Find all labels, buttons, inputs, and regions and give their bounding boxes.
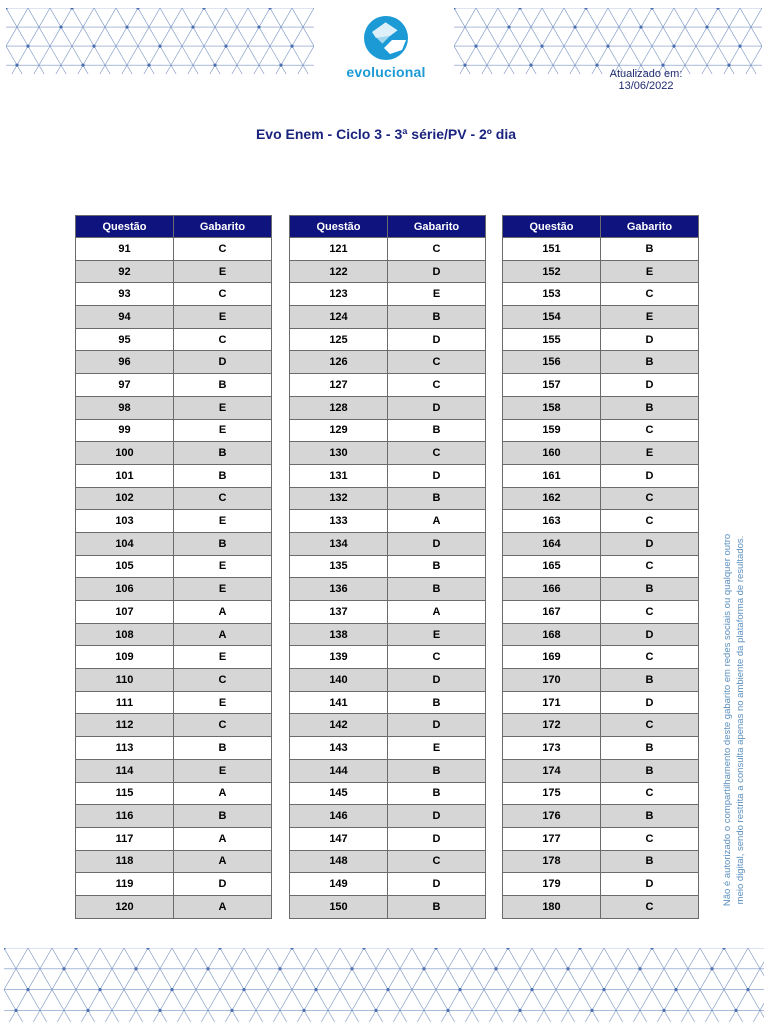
question-number: 119 xyxy=(76,873,174,896)
table-row xyxy=(76,419,272,442)
table-row xyxy=(290,805,486,828)
disclaimer-line-2: meio digital, sendo restrita a consulta apenas no ambiente da plataforma de resultados. xyxy=(735,535,746,905)
table-row xyxy=(503,351,699,374)
table-row xyxy=(503,805,699,828)
table-row xyxy=(76,464,272,487)
answer-key: C xyxy=(388,646,486,669)
brand-name: evolucional xyxy=(346,64,426,80)
table-row xyxy=(290,238,486,261)
answer-key: C xyxy=(601,283,699,306)
question-number: 136 xyxy=(290,578,388,601)
question-number: 159 xyxy=(503,419,601,442)
table-row xyxy=(503,532,699,555)
question-number: 150 xyxy=(290,895,388,918)
answer-key: B xyxy=(601,351,699,374)
question-number: 148 xyxy=(290,850,388,873)
answer-key: E xyxy=(388,623,486,646)
table-row xyxy=(76,646,272,669)
answer-key: C xyxy=(388,850,486,873)
answer-key: E xyxy=(174,691,272,714)
question-number: 173 xyxy=(503,737,601,760)
answer-key: C xyxy=(601,555,699,578)
answer-table-1 xyxy=(75,215,272,919)
table-row xyxy=(76,283,272,306)
table-row xyxy=(76,827,272,850)
question-number: 176 xyxy=(503,805,601,828)
question-number: 105 xyxy=(76,555,174,578)
table-row xyxy=(503,623,699,646)
answer-key: B xyxy=(174,374,272,397)
answer-key: C xyxy=(174,328,272,351)
answer-key: B xyxy=(601,737,699,760)
table-row xyxy=(290,464,486,487)
table-row xyxy=(290,532,486,555)
answer-key: C xyxy=(601,510,699,533)
table-row xyxy=(290,510,486,533)
answer-key: C xyxy=(174,714,272,737)
table-row xyxy=(76,850,272,873)
question-number: 97 xyxy=(76,374,174,397)
question-number: 116 xyxy=(76,805,174,828)
answer-key: C xyxy=(388,442,486,465)
answer-table-2 xyxy=(289,215,486,919)
answer-key: D xyxy=(388,827,486,850)
question-number: 149 xyxy=(290,873,388,896)
question-number: 170 xyxy=(503,669,601,692)
question-number: 109 xyxy=(76,646,174,669)
table-row xyxy=(76,873,272,896)
answer-key: B xyxy=(601,805,699,828)
table-row xyxy=(76,374,272,397)
question-number: 111 xyxy=(76,691,174,714)
question-number: 180 xyxy=(503,895,601,918)
question-number: 157 xyxy=(503,374,601,397)
table-row xyxy=(290,623,486,646)
answer-key: C xyxy=(601,714,699,737)
column-header-answer: Gabarito xyxy=(388,216,486,238)
table-row xyxy=(290,737,486,760)
table-row xyxy=(290,827,486,850)
answer-key: D xyxy=(388,396,486,419)
table-row xyxy=(503,283,699,306)
table-row xyxy=(76,555,272,578)
question-number: 121 xyxy=(290,238,388,261)
table-row xyxy=(76,396,272,419)
answer-key: D xyxy=(601,691,699,714)
table-row xyxy=(503,238,699,261)
answer-key: E xyxy=(174,306,272,329)
question-number: 128 xyxy=(290,396,388,419)
answer-key: B xyxy=(388,555,486,578)
question-number: 94 xyxy=(76,306,174,329)
table-row xyxy=(290,487,486,510)
question-number: 179 xyxy=(503,873,601,896)
question-number: 108 xyxy=(76,623,174,646)
decorative-pattern-bottom xyxy=(4,948,764,1022)
answer-key: A xyxy=(174,623,272,646)
table-row xyxy=(503,782,699,805)
answer-key: E xyxy=(174,419,272,442)
answer-key: B xyxy=(388,782,486,805)
decorative-pattern-top-right xyxy=(454,8,762,74)
table-row xyxy=(503,555,699,578)
table-row xyxy=(503,396,699,419)
answer-key: E xyxy=(174,396,272,419)
table-row xyxy=(503,487,699,510)
column-header-answer: Gabarito xyxy=(174,216,272,238)
answer-key: A xyxy=(388,601,486,624)
question-number: 175 xyxy=(503,782,601,805)
table-row xyxy=(503,601,699,624)
question-number: 95 xyxy=(76,328,174,351)
question-number: 104 xyxy=(76,532,174,555)
question-number: 98 xyxy=(76,396,174,419)
question-number: 156 xyxy=(503,351,601,374)
table-row xyxy=(503,306,699,329)
question-number: 147 xyxy=(290,827,388,850)
answer-key: D xyxy=(174,873,272,896)
answer-key: A xyxy=(174,601,272,624)
table-row xyxy=(76,623,272,646)
answer-key: B xyxy=(388,691,486,714)
table-row xyxy=(76,532,272,555)
answer-key: B xyxy=(174,532,272,555)
answer-key: A xyxy=(174,850,272,873)
answer-key: A xyxy=(388,510,486,533)
question-number: 134 xyxy=(290,532,388,555)
answer-key: D xyxy=(388,714,486,737)
table-row xyxy=(290,759,486,782)
disclaimer-line-1: Não é autorizado o compartilhamento deste gabarito em redes sociais ou qualquer outro xyxy=(722,533,733,907)
table-row xyxy=(503,873,699,896)
answer-key: E xyxy=(388,737,486,760)
table-row xyxy=(503,442,699,465)
answer-key: E xyxy=(174,759,272,782)
question-number: 162 xyxy=(503,487,601,510)
table-row xyxy=(503,578,699,601)
question-number: 166 xyxy=(503,578,601,601)
question-number: 124 xyxy=(290,306,388,329)
question-number: 102 xyxy=(76,487,174,510)
table-row xyxy=(503,419,699,442)
question-number: 126 xyxy=(290,351,388,374)
table-row xyxy=(290,895,486,918)
question-number: 158 xyxy=(503,396,601,419)
answer-key: B xyxy=(174,737,272,760)
answer-key: C xyxy=(174,669,272,692)
question-number: 172 xyxy=(503,714,601,737)
table-row xyxy=(76,895,272,918)
question-number: 110 xyxy=(76,669,174,692)
question-number: 122 xyxy=(290,260,388,283)
question-number: 153 xyxy=(503,283,601,306)
table-row xyxy=(503,827,699,850)
answer-key: B xyxy=(174,805,272,828)
answer-key: C xyxy=(388,351,486,374)
answer-key: B xyxy=(601,850,699,873)
question-number: 140 xyxy=(290,669,388,692)
answer-key: C xyxy=(174,487,272,510)
table-row xyxy=(76,238,272,261)
answer-key: E xyxy=(601,260,699,283)
answer-key: B xyxy=(174,464,272,487)
table-row xyxy=(503,895,699,918)
answer-key: C xyxy=(601,646,699,669)
answer-key: C xyxy=(601,827,699,850)
table-row xyxy=(290,260,486,283)
table-row xyxy=(290,442,486,465)
table-row xyxy=(290,555,486,578)
answer-key: B xyxy=(388,759,486,782)
table-row xyxy=(290,782,486,805)
table-row xyxy=(76,601,272,624)
answer-key: C xyxy=(601,487,699,510)
question-number: 103 xyxy=(76,510,174,533)
answer-key: D xyxy=(601,623,699,646)
question-number: 160 xyxy=(503,442,601,465)
answer-key: E xyxy=(174,260,272,283)
question-number: 115 xyxy=(76,782,174,805)
question-number: 113 xyxy=(76,737,174,760)
table-row xyxy=(290,306,486,329)
question-number: 161 xyxy=(503,464,601,487)
table-row xyxy=(503,691,699,714)
table-row xyxy=(290,578,486,601)
answer-key: C xyxy=(601,419,699,442)
question-number: 154 xyxy=(503,306,601,329)
table-row xyxy=(76,306,272,329)
answer-key: C xyxy=(601,782,699,805)
table-row xyxy=(76,805,272,828)
table-row xyxy=(290,328,486,351)
answer-key: D xyxy=(601,464,699,487)
answer-key: D xyxy=(388,464,486,487)
table-row xyxy=(503,646,699,669)
question-number: 145 xyxy=(290,782,388,805)
question-number: 125 xyxy=(290,328,388,351)
decorative-pattern-top-left xyxy=(6,8,314,74)
answer-key: B xyxy=(601,238,699,261)
answer-key: E xyxy=(174,578,272,601)
answer-key: B xyxy=(601,759,699,782)
answer-key: C xyxy=(601,601,699,624)
question-number: 114 xyxy=(76,759,174,782)
question-number: 164 xyxy=(503,532,601,555)
answer-key: B xyxy=(388,306,486,329)
question-number: 100 xyxy=(76,442,174,465)
answer-key: D xyxy=(388,669,486,692)
question-number: 135 xyxy=(290,555,388,578)
question-number: 171 xyxy=(503,691,601,714)
question-number: 132 xyxy=(290,487,388,510)
evolucional-logo xyxy=(336,14,436,86)
question-number: 178 xyxy=(503,850,601,873)
table-row xyxy=(76,351,272,374)
answer-key: E xyxy=(601,442,699,465)
question-number: 139 xyxy=(290,646,388,669)
table-row xyxy=(290,374,486,397)
answer-key: A xyxy=(174,895,272,918)
updated-date: 13/06/2022 xyxy=(618,80,674,92)
column-header-question: Questão xyxy=(503,216,601,238)
column-header-question: Questão xyxy=(290,216,388,238)
table-row xyxy=(503,714,699,737)
answer-key: D xyxy=(601,374,699,397)
table-row xyxy=(290,669,486,692)
answer-key: E xyxy=(601,306,699,329)
question-number: 120 xyxy=(76,895,174,918)
answer-key: C xyxy=(174,283,272,306)
table-row xyxy=(503,737,699,760)
table-row xyxy=(503,669,699,692)
evolucional-logo-icon xyxy=(362,14,410,62)
answer-key: E xyxy=(174,555,272,578)
table-row xyxy=(76,669,272,692)
question-number: 107 xyxy=(76,601,174,624)
answer-key: B xyxy=(388,578,486,601)
question-number: 129 xyxy=(290,419,388,442)
question-number: 118 xyxy=(76,850,174,873)
answer-key: E xyxy=(388,283,486,306)
question-number: 92 xyxy=(76,260,174,283)
table-row xyxy=(290,873,486,896)
question-number: 123 xyxy=(290,283,388,306)
table-row xyxy=(76,691,272,714)
answer-key: D xyxy=(174,351,272,374)
question-number: 165 xyxy=(503,555,601,578)
answer-key: B xyxy=(601,396,699,419)
question-number: 142 xyxy=(290,714,388,737)
table-row xyxy=(76,714,272,737)
question-number: 93 xyxy=(76,283,174,306)
question-number: 146 xyxy=(290,805,388,828)
question-number: 112 xyxy=(76,714,174,737)
question-number: 174 xyxy=(503,759,601,782)
table-row xyxy=(76,782,272,805)
question-number: 177 xyxy=(503,827,601,850)
answer-key: D xyxy=(601,328,699,351)
question-number: 151 xyxy=(503,238,601,261)
answer-key: A xyxy=(174,827,272,850)
table-row xyxy=(290,691,486,714)
table-row xyxy=(290,714,486,737)
answer-key: C xyxy=(388,374,486,397)
question-number: 144 xyxy=(290,759,388,782)
answer-key: D xyxy=(388,805,486,828)
question-number: 169 xyxy=(503,646,601,669)
answer-table-3 xyxy=(502,215,699,919)
answer-key: B xyxy=(388,895,486,918)
updated-label: Atualizado em: xyxy=(609,68,683,80)
table-row xyxy=(290,419,486,442)
answer-key: B xyxy=(601,669,699,692)
answer-key: A xyxy=(174,782,272,805)
answer-key: D xyxy=(388,260,486,283)
table-row xyxy=(290,396,486,419)
table-row xyxy=(503,260,699,283)
answer-key: E xyxy=(174,510,272,533)
question-number: 131 xyxy=(290,464,388,487)
answer-key: D xyxy=(601,532,699,555)
table-row xyxy=(76,578,272,601)
question-number: 167 xyxy=(503,601,601,624)
column-header-answer: Gabarito xyxy=(601,216,699,238)
table-row xyxy=(290,646,486,669)
table-row xyxy=(76,442,272,465)
table-row xyxy=(76,328,272,351)
question-number: 138 xyxy=(290,623,388,646)
question-number: 101 xyxy=(76,464,174,487)
table-row xyxy=(290,283,486,306)
sharing-disclaimer xyxy=(721,510,747,930)
table-row xyxy=(76,487,272,510)
answer-key: B xyxy=(601,578,699,601)
table-row xyxy=(290,351,486,374)
question-number: 152 xyxy=(503,260,601,283)
table-row xyxy=(503,464,699,487)
question-number: 117 xyxy=(76,827,174,850)
question-number: 130 xyxy=(290,442,388,465)
table-row xyxy=(76,759,272,782)
question-number: 133 xyxy=(290,510,388,533)
question-number: 106 xyxy=(76,578,174,601)
answer-key: D xyxy=(388,328,486,351)
answer-key: D xyxy=(388,532,486,555)
table-row xyxy=(76,510,272,533)
answer-key: C xyxy=(388,238,486,261)
answer-key: C xyxy=(601,895,699,918)
question-number: 163 xyxy=(503,510,601,533)
table-row xyxy=(503,850,699,873)
question-number: 96 xyxy=(76,351,174,374)
question-number: 155 xyxy=(503,328,601,351)
answer-key: E xyxy=(174,646,272,669)
updated-info xyxy=(590,68,702,92)
question-number: 137 xyxy=(290,601,388,624)
question-number: 127 xyxy=(290,374,388,397)
table-row xyxy=(503,374,699,397)
table-row xyxy=(290,850,486,873)
answer-key: B xyxy=(174,442,272,465)
table-row xyxy=(503,759,699,782)
answer-key: C xyxy=(174,238,272,261)
table-row xyxy=(76,260,272,283)
question-number: 99 xyxy=(76,419,174,442)
table-row xyxy=(290,601,486,624)
question-number: 143 xyxy=(290,737,388,760)
table-row xyxy=(503,328,699,351)
answer-key: D xyxy=(601,873,699,896)
page-title: Evo Enem - Ciclo 3 - 3ª série/PV - 2º dia xyxy=(255,126,517,142)
answer-key: B xyxy=(388,487,486,510)
question-number: 141 xyxy=(290,691,388,714)
column-header-question: Questão xyxy=(76,216,174,238)
table-row xyxy=(503,510,699,533)
table-row xyxy=(76,737,272,760)
answer-key: D xyxy=(388,873,486,896)
answer-key: B xyxy=(388,419,486,442)
question-number: 168 xyxy=(503,623,601,646)
question-number: 91 xyxy=(76,238,174,261)
